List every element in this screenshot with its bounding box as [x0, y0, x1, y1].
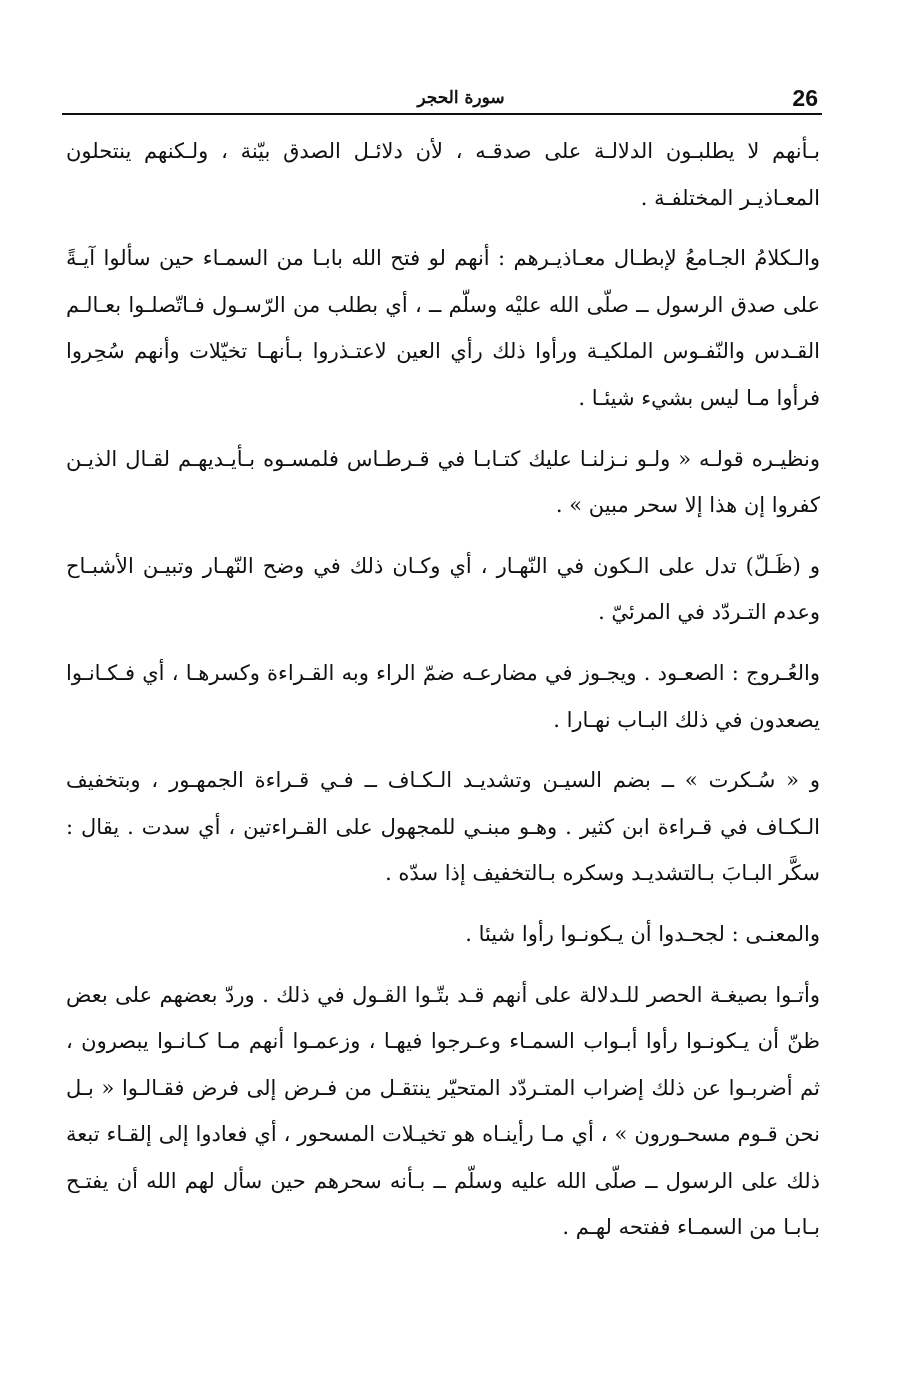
paragraph: والمعنـى : لجحـدوا أن يـكونـوا رأوا شيئا . — [465, 921, 820, 946]
page-number: 26 — [792, 85, 818, 111]
paragraph: وأتـوا بصيغـة الحصر للـدلالة على أنهم قـد بتّـوا القـول في ذلك . وردّ بعضهم على بعض ظنّ أن يـكونـوا رأوا أبـواب السمـاء وعـرجوا فيهـا ، وزعمـوا أنهم مـا كـانـوا يبصرون ، ثم أضربـوا عن ذلك إضراب المتـردّد المتحيّر ينتقـل من فـرض إلى فرض فقـالـوا « بـل نحن قـوم مسحـورون » ، أي مـا رأينـاه هو تخيـلات المسحور ، أي فعادوا إلى إلقـاء تبعة ذلك على الرسول ــ صلّى الله عليه وسلّم ــ بـأنه سحرهم حين سأل لهم الله أن يفتـح بـابـا من السمـاء ففتحه لهـم . — [66, 982, 820, 1240]
paragraph: ونظيـره قولـه « ولـو نـزلنـا عليك كتـابـا في قـرطـاس فلمسـوه بـأيـديهـم لقـال الذيـن كفروا إن هذا إلا سحر مبين » . — [66, 446, 820, 518]
paragraph: والـكلامُ الجـامعُ لإبطـال معـاذيـرهم : أنهم لو فتح الله بابـا من السمـاء حين سألوا آيـةً على صدق الرسول ــ صلّى الله عليْه وسلّم ــ ، أي بطلب من الرّسـول فـاتّصلـوا بعـالـم القـدس والنّفـوس الملكيـة ورأوا ذلك رأي العين لاعتـذروا بـأنهـا تخيّلات وأنهم سُحِروا فرأوا مـا ليس بشيء شيئـا . — [66, 246, 820, 410]
page-header — [66, 84, 820, 114]
paragraph: والعُـروج : الصعـود . ويجـوز في مضارعـه ضمّ الراء وبه القـراءة وكسرهـا ، أي فـكـانـوا يصعدون في ذلك البـاب نهـارا . — [66, 660, 820, 732]
page-body — [66, 128, 820, 1265]
paragraph: و (ظَـلّ) تدل على الـكون في النّهـار ، أي وكـان ذلك في وضح النّهـار وتبيـن الأشبـاح وعدم التـردّد في المرئيّ . — [66, 553, 820, 625]
paragraph: بـأنهم لا يطلبـون الدلالـة على صدقـه ، لأن دلائـل الصدق بيّنة ، ولـكنهم ينتحلون المعـاذيـر المختلفـة . — [66, 139, 820, 210]
header-rule — [62, 113, 822, 115]
running-title: سورة الحجر — [417, 88, 505, 108]
paragraph: و « سُـكرت » ــ بضم السيـن وتشديـد الـكـاف ــ فـي قـراءة الجمهـور ، وبتخفيف الـكـاف في قـراءة ابن كثير . وهـو مبنـي للمجهول على القـراءتين ، أي سدت . يقال : سكَّر البـابَ بـالتشديـد وسكره بـالتخفيف إذا سدّه . — [66, 768, 820, 886]
